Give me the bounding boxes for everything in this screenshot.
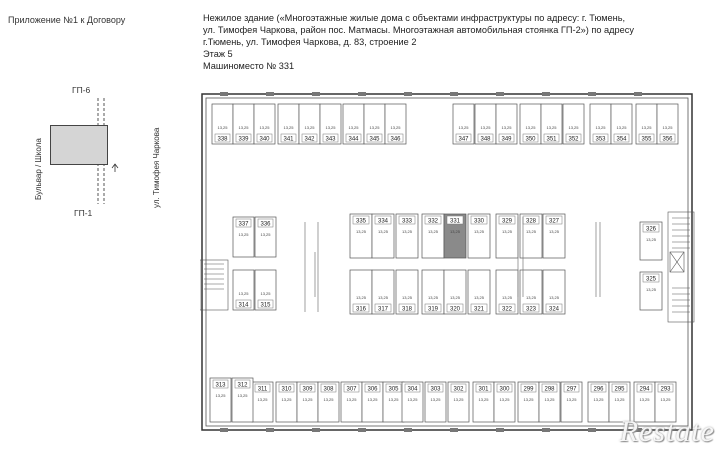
gp6-label: ГП-6 [72, 85, 91, 95]
parking-slot [561, 382, 582, 422]
slot-number: 308 [323, 386, 334, 393]
slot-area: 13,25 [473, 229, 485, 234]
parking-slot [611, 104, 632, 144]
slot-number: 318 [401, 306, 413, 313]
slot-area: 13,25 [449, 229, 461, 234]
parking-slot [362, 382, 383, 422]
slot-number: 311 [257, 386, 268, 393]
slot-area: 13,25 [238, 125, 249, 130]
parking-slot [297, 382, 318, 422]
slot-area: 13,25 [260, 232, 271, 237]
slot-area: 13,25 [257, 397, 268, 402]
slot-number: 340 [259, 136, 270, 143]
slot-area: 13,25 [544, 397, 555, 402]
slot-number: 337 [238, 221, 249, 228]
parking-slot [254, 104, 275, 144]
slot-number: 302 [453, 386, 464, 393]
parking-slot [252, 382, 273, 422]
parking-slot [448, 382, 469, 422]
slot-area: 13,25 [304, 125, 315, 130]
header-line: г.Тюмень, ул. Тимофея Чаркова, д. 83, строение 2 [203, 37, 417, 47]
slot-area: 13,25 [390, 125, 401, 130]
parking-slot [444, 270, 466, 314]
slot-area: 13,25 [407, 397, 418, 402]
parking-slot [364, 104, 385, 144]
parking-slot [468, 270, 490, 314]
parking-slot [475, 104, 496, 144]
slot-area: 13,25 [430, 397, 441, 402]
slot-area: 13,25 [473, 295, 485, 300]
slot-number: 333 [401, 218, 413, 225]
slot-number: 307 [346, 386, 357, 393]
slot-number: 339 [238, 136, 249, 143]
parking-slot [468, 214, 490, 258]
slot-number: 319 [427, 306, 439, 313]
slot-number: 327 [548, 218, 560, 225]
slot-area: 13,25 [525, 229, 537, 234]
slot-number: 297 [566, 386, 577, 393]
slot-number: 323 [525, 306, 537, 313]
slot-number: 322 [501, 306, 513, 313]
slot-area: 13,25 [238, 232, 249, 237]
slot-area: 13,25 [662, 125, 673, 130]
slot-number: 317 [377, 306, 389, 313]
slot-number: 344 [348, 136, 359, 143]
parking-slot [396, 214, 418, 258]
parking-slot [588, 382, 609, 422]
slot-area: 13,25 [525, 125, 536, 130]
slot-area: 13,25 [449, 295, 461, 300]
floor-plan [200, 92, 718, 437]
slot-number: 306 [367, 386, 378, 393]
slot-area: 13,25 [480, 125, 491, 130]
slot-number: 316 [355, 306, 367, 313]
parking-slot [496, 270, 518, 314]
slot-number: 347 [458, 136, 469, 143]
building-block [50, 125, 108, 165]
slot-number: 355 [641, 136, 652, 143]
slot-number: 321 [473, 306, 485, 313]
parking-slot [350, 214, 372, 258]
parking-slot [425, 382, 446, 422]
slot-area: 13,25 [427, 229, 439, 234]
parking-slot [232, 378, 253, 422]
slot-area: 13,25 [260, 291, 271, 296]
left-street-label: Бульвар / Школа [34, 138, 43, 200]
slot-number: 303 [430, 386, 441, 393]
slot-area: 13,25 [501, 125, 512, 130]
slot-area: 13,25 [641, 125, 652, 130]
parking-slot [396, 270, 418, 314]
parking-slot [563, 104, 584, 144]
slot-number: 341 [283, 136, 294, 143]
parking-slot [372, 270, 394, 314]
parking-slot [343, 104, 364, 144]
floor-label: Этаж 5 [203, 49, 233, 59]
parking-slot [518, 382, 539, 422]
parking-slot [496, 214, 518, 258]
parking-slot [543, 214, 565, 258]
slot-area: 13,25 [593, 397, 604, 402]
slot-number: 343 [325, 136, 336, 143]
watermark: Restate [619, 415, 715, 448]
slot-area: 13,25 [458, 125, 469, 130]
slot-number: 354 [616, 136, 627, 143]
slot-number: 352 [568, 136, 579, 143]
slot-number: 346 [390, 136, 401, 143]
slot-number: 312 [237, 382, 248, 389]
parking-slot [299, 104, 320, 144]
slot-number: 329 [501, 218, 513, 225]
parking-slot [278, 104, 299, 144]
slot-area: 13,25 [427, 295, 439, 300]
slot-number: 309 [302, 386, 313, 393]
slot-area: 13,25 [388, 397, 399, 402]
header-line: Нежилое здание («Многоэтажные жилые дома с объектами инфраструктуры по адресу: г. Тюмень, [203, 13, 626, 23]
slot-number: 314 [238, 302, 249, 309]
slot-number: 304 [407, 386, 418, 393]
slot-area: 13,25 [453, 397, 464, 402]
slot-number: 296 [593, 386, 604, 393]
slot-number: 351 [546, 136, 557, 143]
slot-area: 13,25 [566, 397, 577, 402]
slot-number: 305 [388, 386, 399, 393]
slot-number: 348 [480, 136, 491, 143]
slot-number: 320 [449, 306, 461, 313]
gp1-label: ГП-1 [74, 208, 93, 218]
slot-number: 313 [215, 382, 226, 389]
floor-plan-svg [200, 92, 718, 432]
slot-area: 13,25 [548, 229, 560, 234]
slot-number: 324 [548, 306, 560, 313]
parking-slot [422, 214, 444, 258]
slot-area: 13,25 [259, 125, 270, 130]
slot-number: 300 [499, 386, 510, 393]
slot-number: 325 [645, 276, 657, 283]
slot-number: 345 [369, 136, 380, 143]
slot-number: 298 [544, 386, 555, 393]
parking-slot [233, 270, 254, 310]
parking-slot [383, 382, 404, 422]
slot-area: 13,25 [499, 397, 510, 402]
parking-slot [657, 104, 678, 144]
slot-area: 13,25 [348, 125, 359, 130]
slot-number: 342 [304, 136, 315, 143]
parking-slot [372, 214, 394, 258]
slot-number: 310 [281, 386, 292, 393]
slot-area: 13,25 [595, 125, 606, 130]
slot-area: 13,25 [377, 229, 389, 234]
slot-area: 13,25 [346, 397, 357, 402]
slot-area: 13,25 [283, 125, 294, 130]
slot-number: 315 [260, 302, 271, 309]
slot-number: 331 [449, 218, 461, 225]
parking-slot [541, 104, 562, 144]
parking-slot [444, 214, 466, 258]
parking-slot [473, 382, 494, 422]
parking-slot [494, 382, 515, 422]
site-plan [0, 80, 190, 230]
slot-area: 13,25 [237, 393, 248, 398]
parking-slot [520, 104, 541, 144]
slot-number: 353 [595, 136, 606, 143]
slot-number: 334 [377, 218, 389, 225]
parking-slot [255, 270, 276, 310]
slot-area: 13,25 [568, 125, 579, 130]
slot-area: 13,25 [302, 397, 313, 402]
slot-area: 13,25 [238, 291, 249, 296]
slot-number: 338 [217, 136, 228, 143]
slot-area: 13,25 [645, 237, 657, 242]
slot-area: 13,25 [217, 125, 228, 130]
slot-number: 301 [478, 386, 489, 393]
parking-slot [453, 104, 474, 144]
slot-area: 13,25 [401, 295, 413, 300]
parking-slot [255, 217, 276, 257]
parking-slot [276, 382, 297, 422]
parking-slot [590, 104, 611, 144]
parking-slot [496, 104, 517, 144]
slot-area: 13,25 [614, 397, 625, 402]
parking-slot [341, 382, 362, 422]
slot-area: 13,25 [548, 295, 560, 300]
parking-slot [636, 104, 657, 144]
parking-slot [640, 222, 662, 260]
slot-number: 299 [523, 386, 534, 393]
slot-area: 13,25 [369, 125, 380, 130]
slot-number: 295 [614, 386, 625, 393]
slot-number: 349 [501, 136, 512, 143]
slot-area: 13,25 [616, 125, 627, 130]
header-text [203, 12, 718, 72]
parking-slot [320, 104, 341, 144]
slot-area: 13,25 [323, 397, 334, 402]
parking-slot [422, 270, 444, 314]
slot-area: 13,25 [639, 397, 650, 402]
parking-slot [233, 104, 254, 144]
slot-number: 332 [427, 218, 439, 225]
slot-area: 13,25 [215, 393, 226, 398]
slot-area: 13,25 [478, 397, 489, 402]
slot-area: 13,25 [355, 295, 367, 300]
slot-area: 13,25 [377, 295, 389, 300]
slot-number: 356 [662, 136, 673, 143]
appendix-label: Приложение №1 к Договору [8, 15, 126, 25]
slot-area: 13,25 [660, 397, 671, 402]
slot-area: 13,25 [401, 229, 413, 234]
slot-number: 326 [645, 226, 657, 233]
parking-slot [640, 272, 662, 310]
slot-number: 350 [525, 136, 536, 143]
parking-slot [318, 382, 339, 422]
slot-number: 293 [660, 386, 671, 393]
slot-area: 13,25 [523, 397, 534, 402]
slot-area: 13,25 [325, 125, 336, 130]
parking-slot [233, 217, 254, 257]
parking-slot [210, 378, 231, 422]
slot-area: 13,25 [501, 295, 513, 300]
slot-area: 13,25 [525, 295, 537, 300]
slot-area: 13,25 [281, 397, 292, 402]
parking-slot [212, 104, 233, 144]
parking-slot [402, 382, 423, 422]
slot-area: 13,25 [546, 125, 557, 130]
parking-slot [350, 270, 372, 314]
header-line: ул. Тимофея Чаркова, район пос. Матмасы. Многоэтажная автомобильная стоянка ГП-2») по адресу [203, 25, 634, 35]
slot-area: 13,25 [355, 229, 367, 234]
slot-number: 328 [525, 218, 537, 225]
slot-area: 13,25 [645, 287, 657, 292]
slot-number: 336 [260, 221, 271, 228]
slot-number: 330 [473, 218, 485, 225]
slot-area: 13,25 [501, 229, 513, 234]
right-street-label: ул. Тимофея Чаркова [152, 127, 161, 208]
slot-area: 13,25 [367, 397, 378, 402]
slot-number: 294 [639, 386, 650, 393]
parking-slot [385, 104, 406, 144]
parking-slot [539, 382, 560, 422]
parking-slot [543, 270, 565, 314]
slot-number: 335 [355, 218, 367, 225]
parking-space-label: Машиноместо № 331 [203, 61, 295, 71]
